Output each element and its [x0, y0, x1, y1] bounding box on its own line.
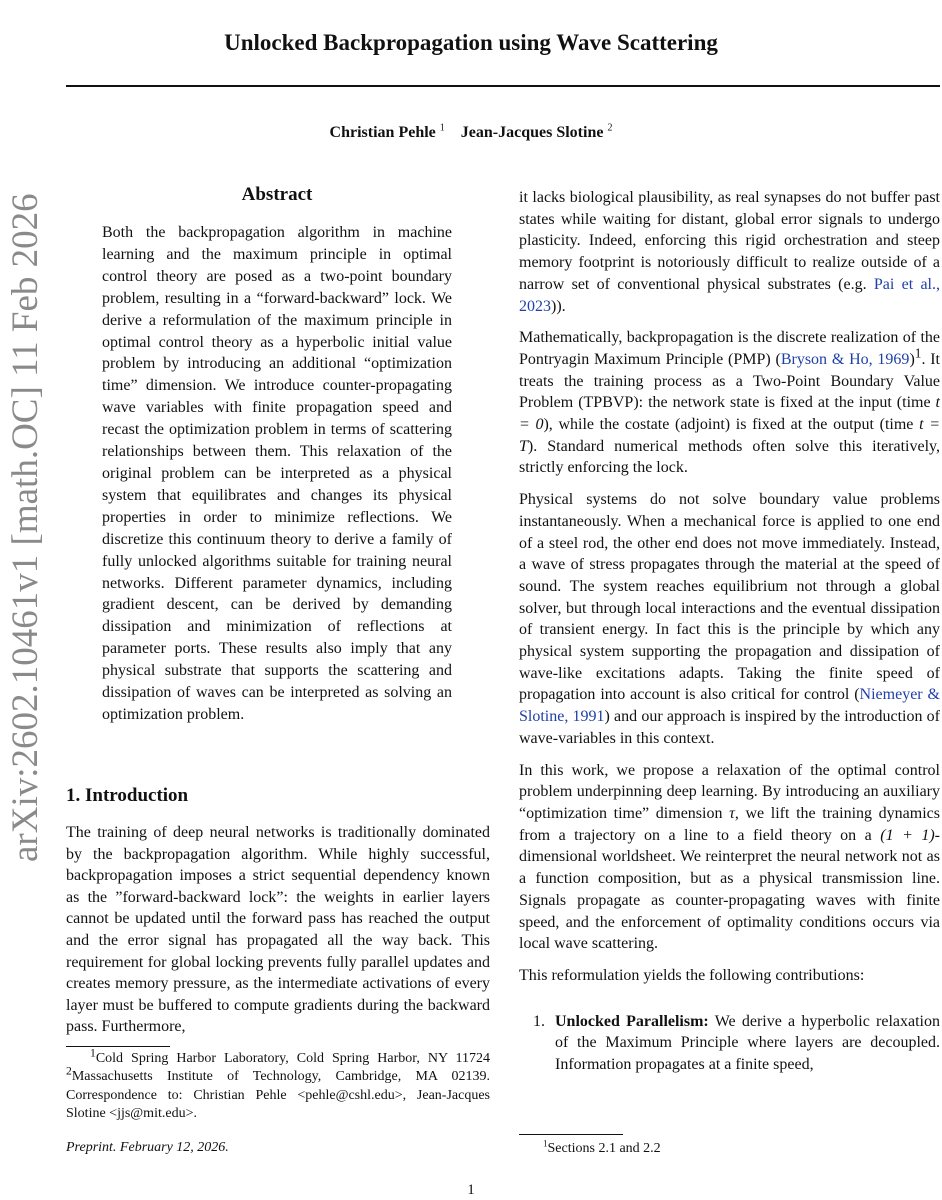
right-column: [519, 187, 940, 1076]
author-affiliation-mark: 2: [607, 122, 613, 134]
math-inline: τ: [729, 804, 735, 822]
page-number: 1: [467, 1182, 475, 1198]
abstract-heading: Abstract: [241, 184, 313, 205]
list-number: 1.: [533, 1012, 545, 1030]
paragraph: Physical systems do not solve boundary value problems instantaneously. When a mechanical force is applied to one end of a steel rod, the other end does not move immediately. Instead, a wave of stress propagates through the material at the speed of sound. The system reaches equilibrium not through a global solver, but through local interactions and the eventual dissipation of transient energy. In fact this is the principle by which any physical system supporting the propagation and dissipation of wave-like excitations adapts. Taking the finite speed of propagation into account is also critical for control (Niemeyer & Slotine, 1991) and our approach is inspired by the introduction of wave-variables in this context.: [519, 491, 940, 747]
author-name: Jean-Jacques Slotine: [460, 124, 604, 141]
math-inline: t = T: [519, 416, 941, 455]
section-heading-introduction: 1. Introduction: [66, 785, 189, 806]
section-footnote: $^1$Sections 2.1 and 2.2: [543, 1138, 661, 1156]
citation-link[interactable]: Pai et al., 2023: [519, 275, 940, 315]
footnote-mark[interactable]: 1: [914, 345, 922, 361]
title-top-rule: [66, 85, 940, 87]
author-list: [0, 124, 942, 142]
footnote-rule-right: [519, 1134, 623, 1135]
author-name: Christian Pehle: [329, 124, 436, 141]
math-inline: t = 0: [519, 394, 940, 434]
paragraph: Mathematically, backpropagation is the discrete realization of the Pontryagin Maximum Principle (PMP) (Bryson & Ho, 1969)$^1$. It treats the training process as a Two-Point Boundary Value Problem (TPBVP): the network state is fixed at the input (time t = 0), while the costate (adjoint) is fixed at the output (time t = T). Standard numerical methods often solve this iteratively, strictly enforcing the lock.: [519, 329, 941, 477]
author-affiliation-mark: 1: [439, 122, 445, 134]
affiliation-footnote: $^1$Cold Spring Harbor Laboratory, Cold Spring Harbor, NY 11724 $^2$Massachusetts Institute of Technology, Cambridge, MA 02139. Correspondence to: Christian Pehle <pehle@cshl.edu>, Jean-Jacques Slotine <jjs@mit.edu>.: [66, 1046, 490, 1122]
introduction-paragraph: The training of deep neural networks is traditionally dominated by the backpropagation algorithm. While highly successful, backpropagation imposes a strict sequential dependency known as the ”forward-backward lock”: the weights in earlier layers cannot be updated until the forward pass has reached the output and the error signal has propagated all the way back. This requirement for global locking prevents fully parallel updates and creates memory pressure, as the intermediate activations of every layer must be buffered to compute gradients during the backward pass. Furthermore,: [66, 824, 490, 1036]
paragraph: This reformulation yields the following contributions:: [519, 966, 865, 984]
contribution-title: Unlocked Parallelism:: [555, 1012, 709, 1030]
footnote-rule-left: [66, 1046, 170, 1047]
citation-link[interactable]: Niemeyer & Slotine, 1991: [519, 686, 940, 726]
preprint-note: Preprint. February 12, 2026.: [66, 1140, 229, 1155]
math-inline: (1 + 1): [880, 826, 935, 844]
abstract-body: Both the backpropagation algorithm in machine learning and the maximum principle in optimal control theory are posed as a two-point boundary problem, resulting in a “forward-backward” lock. We derive a reformulation of the maximum principle in optimal control theory as a hyperbolic initial value problem by introducing an additional “optimization time” dimension. We introduce counter-propagating wave variables with finite propagation speed and recast the optimization problem in terms of scattering relationships between them. This relaxation of the original problem can be interpreted as a physical system that equilibrates and changes its physical properties in order to minimize reflections. We discretize this continuum theory to derive a family of fully unlocked algorithms suitable for training neural networks. Different parameter dynamics, including gradient descent, can be derived by demanding dissipation and minimization of reflections at parameter ports. These results also imply that any physical substrate that supports the scattering and dissipation of waves can be interpreted as solving an optimization problem.: [102, 224, 452, 723]
contribution-list-item: 1. Unlocked Parallelism: We derive a hyperbolic relaxation of the Maximum Principle where layers are decoupled. Information propagates at a finite speed,: [533, 1012, 940, 1074]
citation-link[interactable]: Bryson & Ho, 1969: [780, 350, 910, 368]
arxiv-stamp: arXiv:2602.10461v1 [math.OC] 11 Feb 2026: [5, 193, 46, 862]
paragraph: In this work, we propose a relaxation of the optimal control problem underpinning deep learning. By introducing an auxiliary “optimization time” dimension τ, we lift the training dynamics from a trajectory on a line to a field theory on a (1 + 1)-dimensional worldsheet. We reinterpret the neural network not as a function composition, but as a physical transmission line. Signals propagate as counter-propagating waves with finite speed, and the enforcement of optimality conditions occurs via local wave scattering.: [519, 761, 940, 953]
paper-title: Unlocked Backpropagation using Wave Scattering: [224, 30, 718, 55]
paragraph: it lacks biological plausibility, as real synapses do not buffer past states while waiting for distant, global error signals to undergo plasticity. Indeed, enforcing this rigid orchestration and steep memory footprint is notoriously difficult to realize outside of a narrow set of conventional physical substrates (e.g. Pai et al., 2023)).: [519, 189, 940, 315]
